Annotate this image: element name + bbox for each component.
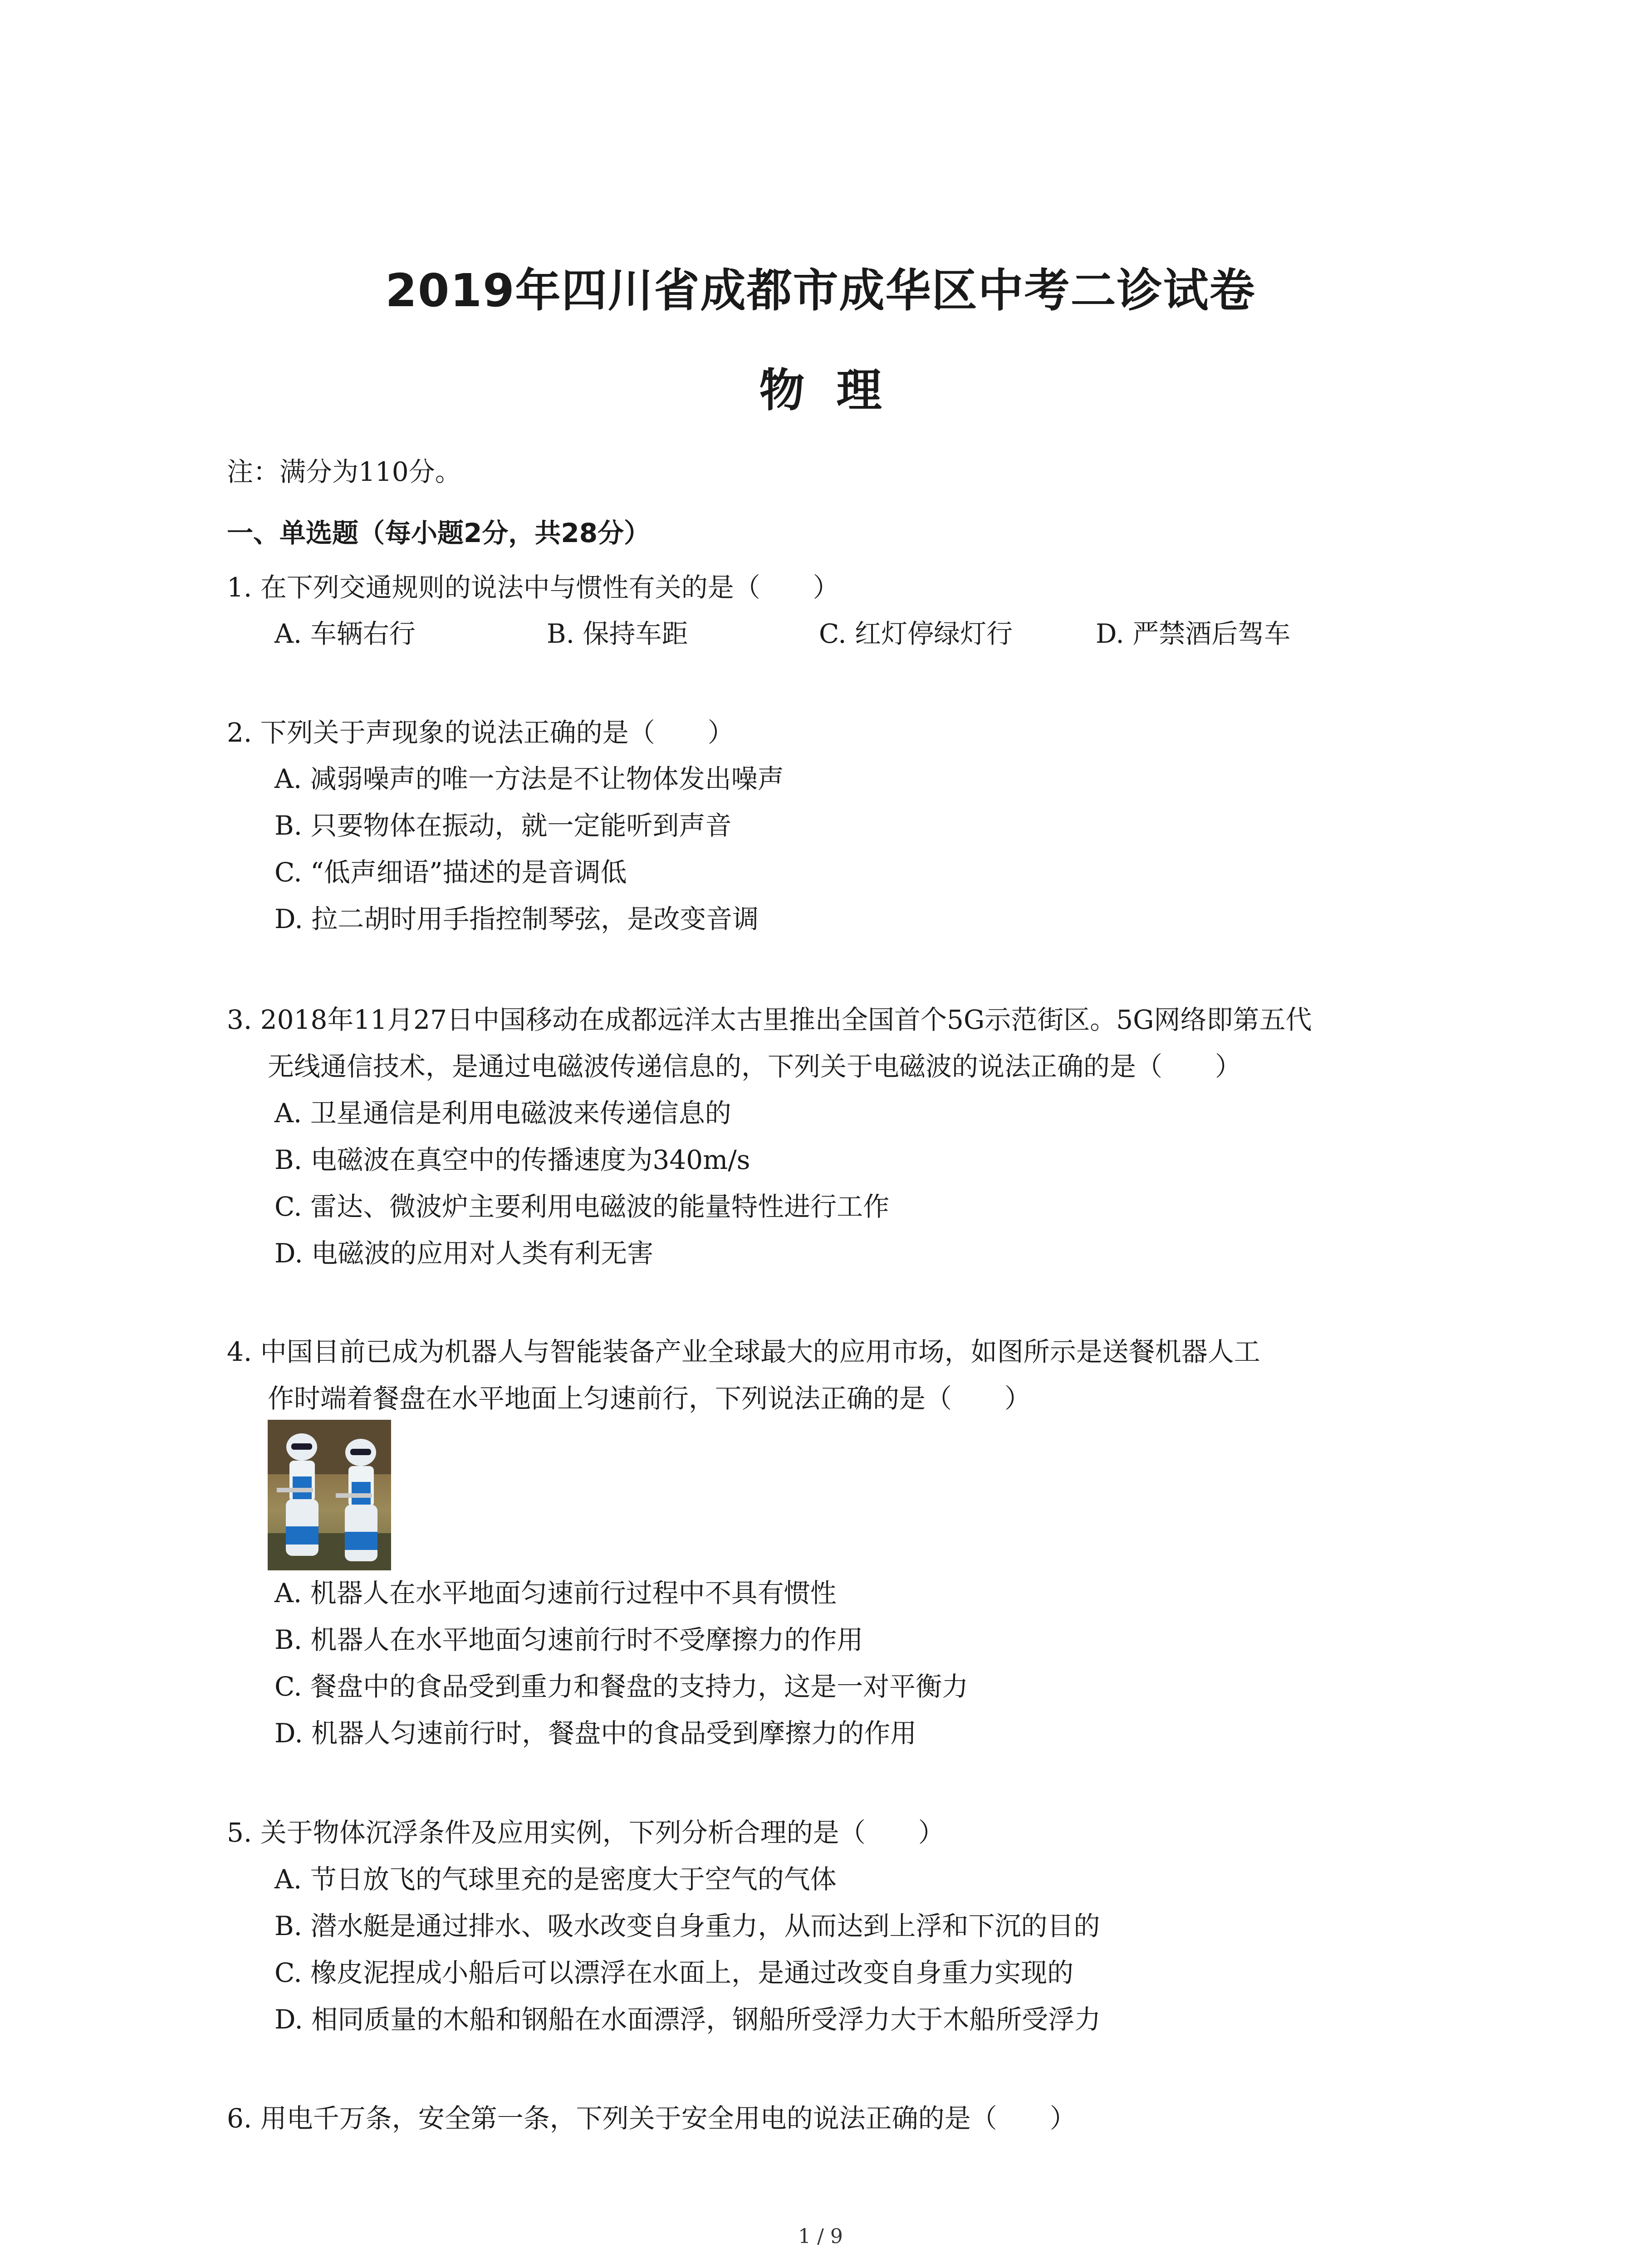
question-1-options [274,618,1290,650]
question-4-option-d: D. 机器人匀速前行时，餐盘中的食品受到摩擦力的作用 [274,1718,917,1749]
question-4-stem-cont: 作时端着餐盘在水平地面上匀速前行，下列说法正确的是（ ） [268,1383,1031,1414]
question-1-stem: 1. 在下列交通规则的说法中与惯性有关的是（ ） [227,572,839,603]
option-b: B. 保持车距 [547,618,688,649]
option-c: C. 红灯停绿灯行 [819,618,1013,649]
question-3-option-a: A. 卫星通信是利用电磁波来传递信息的 [274,1098,731,1129]
question-4-stem: 4. 中国目前已成为机器人与智能装备产业全球最大的应用市场，如图所示是送餐机器人工 [227,1336,1260,1367]
question-2-option-b: B. 只要物体在振动，就一定能听到声音 [274,810,732,841]
serving-robot-image [268,1420,391,1570]
question-2-option-d: D. 拉二胡时用手指控制琴弦，是改变音调 [274,904,759,934]
question-4-option-c: C. 餐盘中的食品受到重力和餐盘的支持力，这是一对平衡力 [274,1671,969,1702]
option-d: D. 严禁酒后驾车 [1096,618,1291,649]
question-3-option-d: D. 电磁波的应用对人类有利无害 [274,1238,654,1269]
question-6-stem: 6. 用电千万条，安全第一条，下列关于安全用电的说法正确的是（ ） [227,2103,1076,2134]
question-5-option-b: B. 潜水艇是通过排水、吸水改变自身重力，从而达到上浮和下沉的目的 [274,1911,1100,1941]
question-5-option-a: A. 节日放飞的气球里充的是密度大于空气的气体 [274,1864,837,1895]
page-number: 1 / 9 [798,2225,843,2248]
question-3-option-b: B. 电磁波在真空中的传播速度为340m/s [274,1144,750,1175]
section-heading: 一、单选题（每小题2分，共28分） [227,518,651,548]
question-4-option-a: A. 机器人在水平地面匀速前行过程中不具有惯性 [274,1578,837,1608]
question-5-option-d: D. 相同质量的木船和钢船在水面漂浮，钢船所受浮力大于木船所受浮力 [274,2004,1101,2035]
score-note: 注：满分为110分。 [227,456,461,487]
page-title: 2019年四川省成都市成华区中考二诊试卷 [385,264,1256,317]
question-2-stem: 2. 下列关于声现象的说法正确的是（ ） [227,717,734,748]
question-5-option-c: C. 橡皮泥捏成小船后可以漂浮在水面上，是通过改变自身重力实现的 [274,1957,1074,1988]
question-2-option-c: C. “低声细语”描述的是音调低 [274,857,627,888]
option-a: A. 车辆右行 [274,618,416,649]
subject-title: 物理 [759,364,914,417]
question-5-stem: 5. 关于物体沉浮条件及应用实例，下列分析合理的是（ ） [227,1817,945,1848]
question-3-stem: 3. 2018年11月27日中国移动在成都远洋太古里推出全国首个5G示范街区。5G网络即第五代 [227,1004,1312,1035]
question-3-option-c: C. 雷达、微波炉主要利用电磁波的能量特性进行工作 [274,1191,890,1222]
question-3-stem-cont: 无线通信技术，是通过电磁波传递信息的，下列关于电磁波的说法正确的是（ ） [268,1051,1242,1082]
question-2-option-a: A. 减弱噪声的唯一方法是不让物体发出噪声 [274,763,784,794]
question-4-option-b: B. 机器人在水平地面匀速前行时不受摩擦力的作用 [274,1624,863,1655]
